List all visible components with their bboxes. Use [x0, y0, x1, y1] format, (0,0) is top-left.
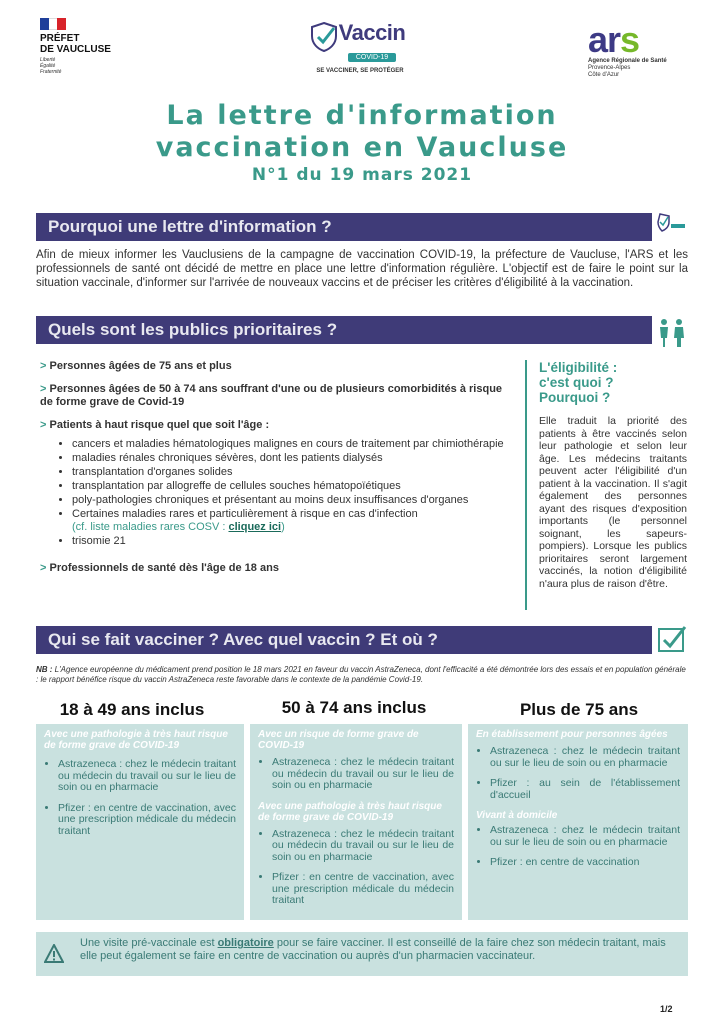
- checkbox-icon: [655, 624, 689, 654]
- eligibility-text: Elle traduit la priorité des patients à être vaccinés selon leur pathologie et selon leur âge. Les médecins traitants peuvent acter l'éligibilité d'un patient à la vaccination. Il s'agit également des personnes ayant des risques d'exposition importants (le personnel soignant, les sapeurs-pompiers). Lorsque les publics prioritaires seront largement vaccinés, la notion d'éligibilité n'aura plus de raison d'être.: [539, 415, 687, 590]
- col3-header: Plus de 75 ans: [519, 700, 639, 719]
- people-icon: [655, 318, 689, 348]
- ars-subtitle: Agence Régionale de Santé: [588, 58, 667, 64]
- cosv-link[interactable]: cliquez ici: [228, 521, 282, 533]
- col1-box: [36, 724, 244, 920]
- list-item: • transplantation par allogreffe de cellules souches hématopoïétiques: [72, 480, 510, 493]
- prefet-name-line1: PRÉFET: [40, 33, 80, 44]
- priority-item: > Personnes âgées de 75 ans et plus: [40, 360, 232, 372]
- list-item: • Pfizer : en centre de vaccination, avec une prescription médicale du médecin traitant: [58, 803, 236, 838]
- ars-s-letter: s: [620, 19, 640, 60]
- list-item: • poly-pathologies chroniques et présentant au moins deux insuffisances d'organes: [72, 494, 510, 507]
- prefet-name-line2: DE VAUCLUSE: [40, 44, 111, 55]
- list-item: • Astrazeneca : chez le médecin traitant ou médecin du travail ou sur le lieu de soin ou en pharmacie: [272, 757, 454, 792]
- eligibility-title-3: Pourquoi ?: [539, 390, 611, 405]
- col3-box: [468, 724, 688, 920]
- eligibility-box: [525, 360, 687, 610]
- list-item: • Certaines maladies rares et particulièrement à risque en cas d'infection (cf. liste maladies rares COSV : cliquez ici): [72, 508, 510, 534]
- french-flag-icon: [40, 18, 66, 30]
- title-line3: N°1 du 19 mars 2021: [251, 165, 473, 185]
- list-item: • Pfizer : en centre de vaccination: [490, 857, 680, 869]
- eligibility-title-2: c'est quoi ?: [539, 375, 614, 390]
- motto-liberte: Liberté: [40, 57, 56, 63]
- ars-logo: [588, 19, 698, 79]
- priority-list: [40, 360, 510, 585]
- col2-condition-2: Avec une pathologie à très haut risque de forme grave de COVID-19: [258, 800, 442, 823]
- priority-item: > Personnes âgées de 50 à 74 ans souffrant d'une ou de plusieurs comorbidités à risque de forme grave de Covid-19: [40, 383, 503, 408]
- title-line2: vaccination en Vaucluse: [155, 132, 569, 163]
- col3-condition-1: En établissement pour personnes âgées: [476, 729, 668, 740]
- warning-triangle-icon: [44, 944, 64, 964]
- col2-header: 50 à 74 ans inclus: [281, 698, 427, 717]
- list-item: • Astrazeneca : chez le médecin traitant ou sur le lieu de soin ou en pharmacie: [490, 825, 680, 848]
- list-item: • cancers et maladies hématologiques malignes en cours de traitement par chimiothérapie: [72, 438, 510, 451]
- section1-body: Afin de mieux informer les Vauclusiens de la campagne de vaccination COVID-19, la préfecture de Vaucluse, l'ARS et les professionnels de santé ont décidé de mettre en place une lettre d'information régulière. L'objectif est de faire le point sur la situation vaccinale, d'informer sur l'arrivée de nouveaux vaccins et de préciser les critères d'éligibilité à la vaccination.: [36, 249, 688, 289]
- section2-heading: Quels sont les publics prioritaires ?: [36, 316, 652, 344]
- page-number: 1/2: [660, 1004, 673, 1014]
- vaccin-word: Vaccin: [338, 20, 406, 45]
- shield-check-icon: [310, 22, 338, 52]
- covid-tag: COVID-19: [348, 53, 396, 62]
- list-item: • transplantation d'organes solides: [72, 466, 510, 479]
- ars-region-1: Provence-Alpes: [588, 65, 631, 71]
- col3-condition-2: Vivant à domicile: [476, 810, 558, 821]
- col1-header: 18 à 49 ans inclus: [59, 700, 205, 719]
- list-item: • Astrazeneca : chez le médecin traitant ou médecin du travail ou sur le lieu de soin ou en pharmacie: [272, 829, 454, 864]
- title-line1: La lettre d'information: [166, 100, 558, 131]
- vaccin-covid-logo: [300, 20, 420, 74]
- nb-note: NB : L'Agence européenne du médicament prend position le 18 mars 2021 en faveur du vaccin AstraZeneca, dont l'efficacité a été démontrée lors des essais et en population générale : le rapport bénéfice risque du vaccin AstraZeneca reste favorable dans le contexte de la pandémie Covid-19.: [36, 665, 686, 684]
- col1-condition: Avec une pathologie à très haut risque de forme grave de COVID-19: [44, 729, 228, 751]
- obligatoire-word: obligatoire: [217, 937, 274, 949]
- list-item: • Astrazeneca : chez le médecin traitant ou sur le lieu de soin ou en pharmacie: [490, 746, 680, 769]
- section1-heading: Pourquoi une lettre d'information ?: [36, 213, 652, 241]
- list-item: • Astrazeneca : chez le médecin traitant ou médecin du travail ou sur le lieu de soin ou en pharmacie: [58, 759, 236, 794]
- list-item: • maladies rénales chroniques sévères, dont les patients dialysés: [72, 452, 510, 465]
- motto-fraternite: Fraternité: [40, 69, 62, 75]
- priority-item: > Professionnels de santé dès l'âge de 18 ans: [40, 562, 279, 574]
- motto-egalite: Égalité: [40, 63, 56, 69]
- ars-region-2: Côte d'Azur: [588, 72, 620, 78]
- high-risk-bullets: [40, 438, 510, 548]
- col2-condition-1: Avec un risque de forme grave de COVID-19: [258, 729, 419, 751]
- priority-item: > Patients à haut risque quel que soit l'âge :: [40, 419, 270, 431]
- section3-heading: Qui se fait vacciner ? Avec quel vaccin ? Et où ?: [36, 626, 652, 654]
- ars-letters: ar: [588, 19, 621, 60]
- vaccin-tagline: SE VACCINER, SE PROTÉGER: [316, 68, 404, 74]
- prefet-logo: [40, 18, 160, 75]
- eligibility-title-1: L'éligibilité :: [539, 360, 618, 375]
- list-item: • trisomie 21: [72, 535, 510, 548]
- col2-box: [250, 724, 462, 920]
- warning-box: Une visite pré-vaccinale est obligatoire pour se faire vacciner. Il est conseillé de la faire chez son médecin traitant, mais elle peut également se faire en centre de vaccination ou auprès d'un pharmacien vaccinateur.: [36, 932, 688, 976]
- vaccin-mini-logo-icon: [655, 212, 689, 242]
- list-item: • Pfizer : en centre de vaccination, avec une prescription médicale du médecin traitant: [272, 872, 454, 907]
- list-item: • Pfizer : au sein de l'établissement d'accueil: [490, 778, 680, 801]
